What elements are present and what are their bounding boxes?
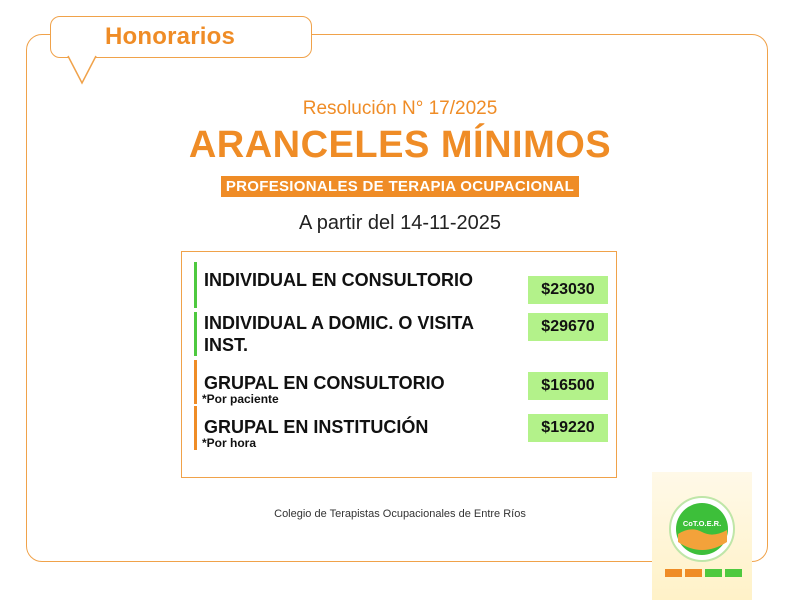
logo-text: CoT.O.E.R. xyxy=(682,519,722,528)
tab-title: Honorarios xyxy=(105,23,236,50)
fee-accent-bar xyxy=(194,360,197,404)
fee-label: INDIVIDUAL A DOMIC. O VISITA INST. xyxy=(204,313,474,355)
green-square xyxy=(725,569,742,577)
fee-price: $23030 xyxy=(528,276,608,304)
speech-tail-icon xyxy=(66,55,100,85)
logo-panel xyxy=(652,472,752,600)
fee-row-grupal-institucion xyxy=(194,406,610,450)
footer-organization: Colegio de Terapistas Ocupacionales de Entre Ríos xyxy=(274,508,526,520)
fee-price: $16500 xyxy=(528,372,608,400)
fees-card xyxy=(181,251,617,478)
logo-color-squares xyxy=(665,569,742,577)
fee-accent-bar xyxy=(194,262,197,308)
page-title: ARANCELES MÍNIMOS xyxy=(188,124,612,166)
fee-label: GRUPAL EN INSTITUCIÓN xyxy=(204,417,429,437)
orange-square xyxy=(665,569,682,577)
fee-row-grupal-consultorio xyxy=(194,360,610,404)
green-square xyxy=(705,569,722,577)
fee-label: INDIVIDUAL EN CONSULTORIO xyxy=(204,270,474,290)
fee-price: $19220 xyxy=(528,414,608,442)
fee-label: GRUPAL EN CONSULTORIO xyxy=(204,373,445,393)
fee-row-individual-consultorio xyxy=(194,262,610,308)
page-subtitle: PROFESIONALES DE TERAPIA OCUPACIONAL xyxy=(221,176,579,197)
orange-square xyxy=(685,569,702,577)
fee-accent-bar xyxy=(194,406,197,450)
fee-price: $29670 xyxy=(528,313,608,341)
resolution-number: Resolución N° 17/2025 xyxy=(302,98,498,119)
header-tab xyxy=(50,16,312,58)
fee-accent-bar xyxy=(194,312,197,356)
fee-note: *Por paciente xyxy=(202,392,279,406)
fee-row-individual-domicilio xyxy=(194,312,610,356)
effective-date: A partir del 14-11-2025 xyxy=(299,212,501,234)
fee-note: *Por hora xyxy=(202,436,257,450)
organization-logo-icon xyxy=(669,496,735,562)
